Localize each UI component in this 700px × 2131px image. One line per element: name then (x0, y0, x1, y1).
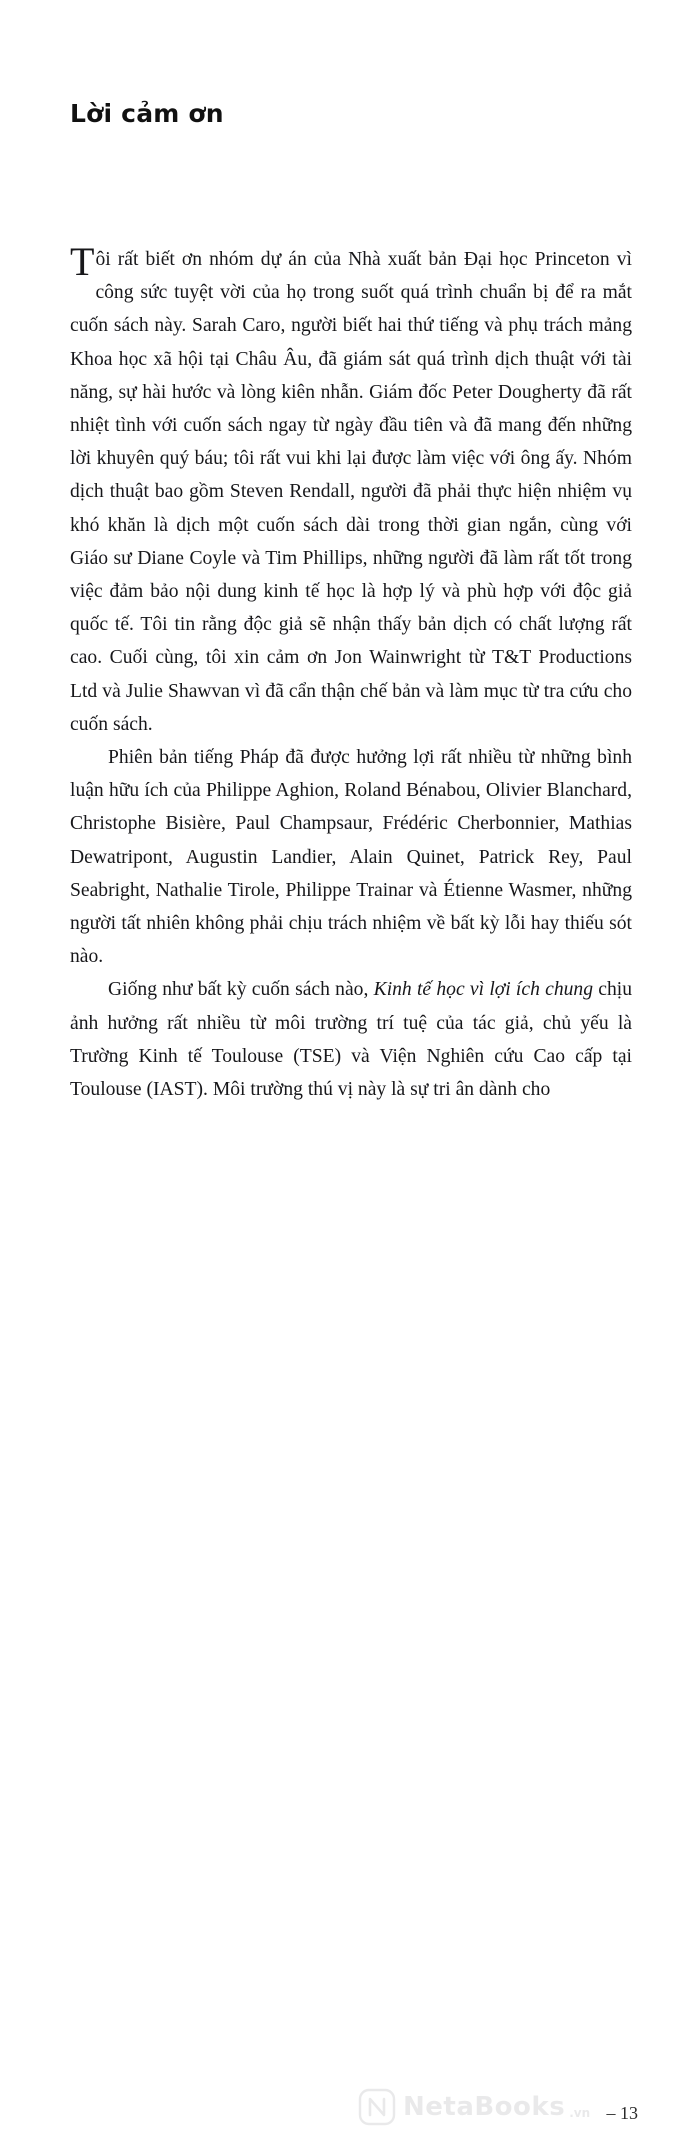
body-text (70, 239, 633, 1106)
watermark (358, 2088, 590, 2126)
page-footer (0, 1046, 700, 2123)
paragraph-3-before-italic: Giống như bất kỳ cuốn sách nào, (108, 979, 374, 1001)
watermark-text: NetaBooks (403, 2092, 566, 2122)
paragraph-2: Phiên bản tiếng Pháp đã được hưởng lợi rất nhiều từ những bình luận hữu ích của Philippe Aghion, Roland Bénabou, Olivier Blanchard, Christophe Bisière, Paul Champsaur, Frédéric Cherbonnier, Mathias Dewatripont, Augustin Landier, Alain Quinet, Patrick Rey, Paul Seabright, Nathalie Tirole, Philippe Trainar và Étienne Wasmer, những người tất nhiên không phải chịu trách nhiệm về bất kỳ lỗi hay thiếu sót nào. (70, 747, 632, 968)
paragraph-3-after-italic: chịu ảnh hưởng rất nhiều từ môi trường trí tuệ của tác giả, chủ yếu là Trường Kinh tế Toulouse (TSE) và Viện Nghiên cứu Cao cấp tại Toulouse (IAST). Môi trường thú vị này là sự tri ân dành cho (70, 979, 633, 1101)
netabooks-logo-icon (358, 2088, 396, 2126)
page-number: – 13 (606, 2103, 638, 2123)
book-title-italic: Kinh tế học vì lợi ích chung (373, 979, 594, 1001)
paragraph-1 (70, 239, 632, 741)
page-title: Lời cảm ơn (70, 98, 224, 128)
watermark-suffix: .vn (569, 2106, 591, 2120)
paragraph-1-text: ôi rất biết ơn nhóm dự án của Nhà xuất bản Đại học Princeton vì công sức tuyệt vời của họ trong suốt quá trình chuẩn bị để ra mắt cuốn sách này. Sarah Caro, người biết hai thứ tiếng và phụ trách mảng Khoa học xã hội tại Châu Âu, đã giám sát quá trình dịch thuật với tài năng, sự hài hước và lòng kiên nhẫn. Giám đốc Peter Dougherty đã rất nhiệt tình với cuốn sách ngay từ ngày đầu tiên và đã mang đến những lời khuyên quý báu; tôi rất vui khi lại được làm việc với ông ấy. Nhóm dịch thuật bao gồm Steven Rendall, người đã phải thực hiện nhiệm vụ khó khăn là dịch một cuốn sách dài trong thời gian ngắn, cùng với Giáo sư Diane Coyle và Tim Phillips, những người đã làm rất tốt trong việc đảm bảo nội dung kinh tế học là hợp lý và phù hợp với độc giả quốc tế. Tôi tin rằng độc giả sẽ nhận thấy bản dịch có chất lượng rất cao. Cuối cùng, tôi xin cảm ơn Jon Wainwright từ T&T Productions Ltd và Julie Shawvan vì đã cẩn thận chế bản và làm mục từ tra cứu cho cuốn sách. (70, 249, 632, 735)
drop-cap: T (70, 239, 95, 284)
